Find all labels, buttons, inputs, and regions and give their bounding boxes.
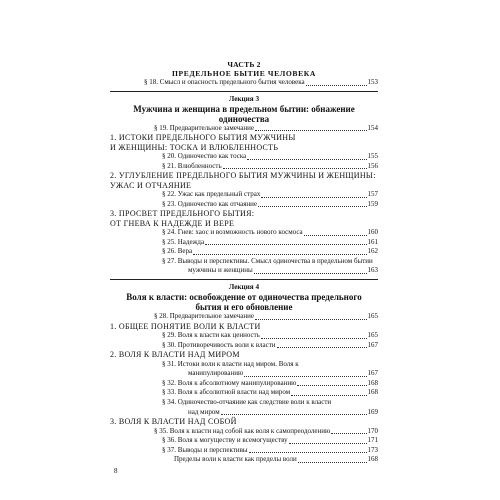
divider bbox=[110, 279, 378, 280]
toc-entry-page: 155 bbox=[367, 152, 378, 160]
section-heading: ОТ ГНЕВА К НАДЕЖДЕ И ВЕРЕ bbox=[110, 218, 235, 228]
dot-leader bbox=[205, 244, 366, 245]
toc-entry bbox=[110, 238, 378, 248]
dot-leader bbox=[193, 254, 366, 255]
dot-leader bbox=[277, 347, 367, 348]
toc-entry bbox=[110, 162, 378, 172]
part-subtitle: ПРЕДЕЛЬНОЕ БЫТИЕ ЧЕЛОВЕКА bbox=[172, 69, 316, 78]
toc-entry bbox=[110, 312, 378, 322]
dot-leader bbox=[254, 273, 367, 274]
toc-entry-label: мужчины и женщины bbox=[188, 266, 253, 275]
dot-leader bbox=[298, 462, 367, 463]
toc-entry-page: 170 bbox=[367, 426, 378, 435]
dot-leader bbox=[289, 443, 367, 444]
toc-entry-line: § 27. Выводы и перспективы. Смысл одиночества в предельном бытии bbox=[162, 256, 373, 265]
dot-leader bbox=[331, 433, 366, 434]
dot-leader bbox=[297, 385, 366, 386]
toc-entry bbox=[110, 124, 378, 134]
toc-entry-page: 156 bbox=[367, 161, 378, 170]
toc-entry bbox=[110, 388, 378, 398]
toc-entry-label: § 18. Смысл и опасность предельного бытия человека bbox=[144, 78, 305, 86]
dot-leader bbox=[247, 159, 366, 160]
toc-entry-label: § 19. Предварительное замечание bbox=[154, 123, 254, 132]
toc-entry-label: § 30. Противоречивость воли к власти bbox=[162, 340, 276, 349]
toc-entry-line: § 34. Одиночество-отчаяние как следствие воли к власти bbox=[162, 397, 332, 406]
dot-leader bbox=[261, 197, 366, 198]
dot-leader bbox=[249, 452, 367, 453]
lecture-subtitle bbox=[110, 292, 378, 312]
toc-entry-label: § 20. Одиночество как тоска bbox=[162, 152, 247, 160]
toc-entry-label: § 36. Воля к могуществу и всемогуществу bbox=[162, 436, 288, 445]
lecture-title: Лекция 4 bbox=[228, 282, 260, 291]
dot-leader bbox=[291, 395, 366, 396]
toc-entry bbox=[110, 446, 378, 456]
toc-entry-label: § 25. Надежда bbox=[162, 237, 205, 246]
toc-entry bbox=[110, 247, 378, 257]
lecture-subtitle-line: бытия и его обновление bbox=[195, 301, 293, 312]
toc-entry-label: § 21. Влюбленность bbox=[162, 161, 222, 170]
toc-entry bbox=[110, 331, 378, 341]
toc-entry-label: манипулированию bbox=[188, 369, 244, 378]
section-heading: И ЖЕНЩИНЫ: ТОСКА И ВЛЮБЛЕННОСТЬ bbox=[110, 142, 279, 152]
lecture-subtitle-line: одиночества bbox=[218, 113, 270, 124]
toc-entry-label: § 33. Воля к абсолютной власти над миром bbox=[162, 388, 291, 397]
divider bbox=[110, 91, 378, 92]
toc-entry-label: § 23. Одиночество как отчаяние bbox=[162, 199, 258, 208]
toc-entry-page: 162 bbox=[367, 247, 378, 256]
dot-leader bbox=[244, 376, 366, 377]
toc-entry bbox=[110, 266, 378, 276]
dot-leader bbox=[221, 414, 367, 415]
toc-entry bbox=[110, 427, 378, 437]
toc-entry-label: § 29. Воля к власти как ценность bbox=[162, 330, 260, 339]
dot-leader bbox=[306, 85, 367, 86]
toc-entry bbox=[110, 200, 378, 210]
toc-entry bbox=[110, 228, 378, 238]
toc-entry-page: 167 bbox=[367, 340, 378, 349]
toc-entry bbox=[110, 455, 378, 465]
toc-entry-label: Пределы воли к власти как пределы воли bbox=[174, 455, 297, 464]
toc-entry bbox=[110, 190, 378, 200]
toc-entry-page: 171 bbox=[367, 436, 378, 445]
toc-entry-line: § 31. Истоки воли к власти над миром. Воля к bbox=[162, 359, 299, 368]
toc-entry-label: § 28. Предварительное замечание bbox=[154, 311, 254, 320]
toc-entry-page: 153 bbox=[367, 78, 378, 86]
toc-entry-label: § 22. Ужас как предельный страх bbox=[162, 190, 261, 198]
toc-entry-label: § 37. Выводы и перспективы bbox=[162, 445, 248, 454]
toc-entry-page: 168 bbox=[367, 455, 378, 464]
toc-entry-page: 168 bbox=[367, 388, 378, 397]
toc-entry-page: 161 bbox=[367, 237, 378, 246]
toc-entry bbox=[110, 341, 378, 351]
toc-entry-page: 160 bbox=[367, 228, 378, 236]
toc-entry-label: над миром bbox=[188, 407, 220, 416]
page-number: 8 bbox=[114, 467, 118, 475]
toc-entry-page: 165 bbox=[367, 311, 378, 320]
lecture-title: Лекция 3 bbox=[228, 94, 260, 103]
toc-entry-label: § 26. Вера bbox=[162, 247, 193, 256]
toc-entry bbox=[110, 379, 378, 389]
dot-leader bbox=[258, 206, 366, 207]
part-title: ЧАСТЬ 2 bbox=[227, 60, 261, 69]
toc-entry-page: 157 bbox=[367, 190, 378, 198]
toc-entry bbox=[110, 152, 378, 162]
toc-entry-page: 154 bbox=[367, 123, 378, 132]
toc-entry bbox=[110, 369, 378, 379]
section-heading: 3. ВОЛЯ К ВЛАСТИ НАД СОБОЙ bbox=[110, 417, 237, 427]
dot-leader bbox=[223, 168, 367, 169]
toc-entry-page: 159 bbox=[367, 199, 378, 208]
dot-leader bbox=[261, 338, 367, 339]
toc-entry bbox=[110, 436, 378, 446]
toc-entry-page: 173 bbox=[367, 445, 378, 454]
dot-leader bbox=[255, 130, 367, 131]
section-heading: 3. ПРОСВЕТ ПРЕДЕЛЬНОГО БЫТИЯ: bbox=[110, 209, 255, 219]
table-of-contents bbox=[110, 60, 378, 465]
toc-entry-page: 168 bbox=[367, 378, 378, 387]
section-heading: 1. ОБЩЕЕ ПОНЯТИЕ ВОЛИ К ВЛАСТИ bbox=[110, 321, 261, 331]
toc-entry-page: 167 bbox=[367, 369, 378, 378]
lecture-subtitle-line: Мужчина и женщина в предельном бытии: обнажение bbox=[133, 103, 355, 114]
lecture-subtitle bbox=[110, 104, 378, 124]
toc-entry-label: § 32. Воля к абсолютному манипулированию bbox=[162, 378, 297, 387]
toc-entry-page: 165 bbox=[367, 330, 378, 339]
toc-entry bbox=[110, 408, 378, 418]
dot-leader bbox=[255, 319, 367, 320]
section-heading: 2. ВОЛЯ К ВЛАСТИ НАД МИРОМ bbox=[110, 350, 240, 360]
toc-entry-page: 169 bbox=[367, 407, 378, 416]
toc-entry-label: § 24. Гнев: хаос и возможность нового космоса bbox=[162, 228, 303, 236]
toc-entry bbox=[110, 78, 378, 88]
toc-entry-page: 163 bbox=[367, 266, 378, 275]
dot-leader bbox=[304, 235, 367, 236]
toc-entry-label: § 35. Воля к власти над собой как воля к самопреодолению bbox=[154, 426, 331, 435]
section-heading: 2. УГЛУБЛЕНИЕ ПРЕДЕЛЬНОГО БЫТИЯ МУЖЧИНЫ И ЖЕНЩИНЫ: bbox=[110, 171, 376, 181]
section-heading: УЖАС И ОТЧАЯНИЕ bbox=[110, 180, 192, 190]
section-heading: 1. ИСТОКИ ПРЕДЕЛЬНОГО БЫТИЯ МУЖЧИНЫ bbox=[110, 133, 296, 143]
lecture-subtitle-line: Воля к власти: освобождение от одиночества предельного bbox=[126, 291, 362, 302]
